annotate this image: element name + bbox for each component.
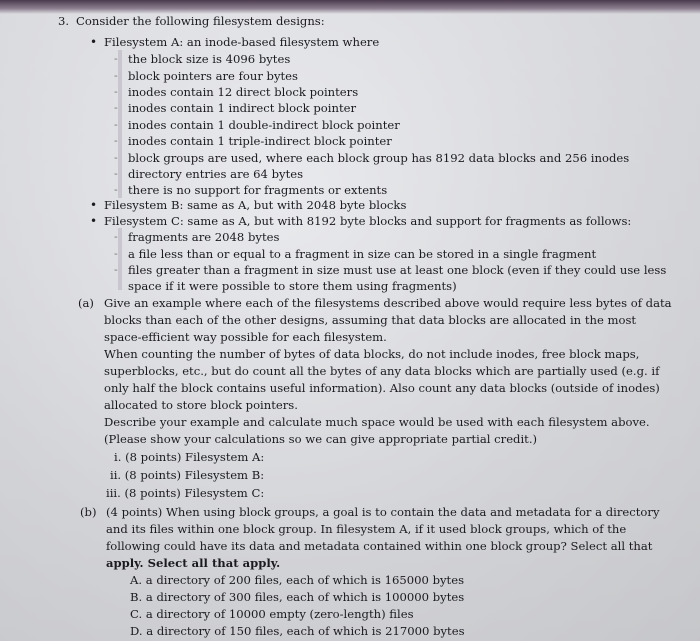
part-a-subpart: iii. (8 points) Filesystem C:: [106, 486, 265, 500]
highlight-bar: [118, 50, 122, 198]
fs-c-item: files greater than a fragment in size must use at least one block (even if they could use less: [128, 263, 667, 277]
dash-icon: -: [114, 230, 118, 243]
answer-option: D. a directory of 150 files, each of which is 217000 bytes: [130, 624, 465, 638]
fs-a-item: inodes contain 12 direct block pointers: [128, 85, 359, 99]
bullet-icon: •: [90, 198, 98, 212]
dash-icon: -: [114, 263, 118, 276]
part-a-line: only half the block contains useful information). Also count any data blocks (outside of inodes): [104, 381, 660, 395]
fs-b-title: Filesystem B: same as A, but with 2048 byte blocks: [104, 198, 407, 212]
fs-a-item: inodes contain 1 double-indirect block pointer: [128, 118, 400, 132]
answer-option: B. a directory of 300 files, each of which is 100000 bytes: [130, 590, 465, 604]
dash-icon: -: [114, 247, 118, 260]
part-b-line: (4 points) When using block groups, a goal is to contain the data and metadata for a directory: [106, 505, 660, 519]
fs-c-title: Filesystem C: same as A, but with 8192 byte blocks and support for fragments as follows:: [104, 214, 632, 228]
fs-a-item: inodes contain 1 indirect block pointer: [128, 101, 357, 115]
part-b-line: and its files within one block group. In filesystem A, if it used block groups, which of the: [106, 522, 627, 536]
part-a-subpart: ii. (8 points) Filesystem B:: [110, 468, 265, 482]
fs-c-item: fragments are 2048 bytes: [128, 230, 280, 244]
part-a-line: (Please show your calculations so we can give appropriate partial credit.): [104, 432, 538, 446]
bullet-icon: •: [90, 214, 98, 228]
part-a-label: (a): [78, 296, 94, 310]
dash-icon: -: [114, 69, 118, 82]
part-a-line: allocated to store block pointers.: [104, 398, 298, 412]
part-b-line: following could have its data and metadata contained within one block group? Select all that: [106, 539, 653, 553]
fs-c-item: space if it were possible to store them using fragments): [128, 279, 457, 293]
dash-icon: -: [114, 183, 118, 196]
fs-a-item: inodes contain 1 triple-indirect block pointer: [128, 134, 392, 148]
part-a-subpart: i. (8 points) Filesystem A:: [114, 450, 265, 464]
dash-icon: -: [114, 118, 118, 131]
part-a-line: Describe your example and calculate much space would be used with each filesystem above.: [104, 415, 650, 429]
part-a-line: When counting the number of bytes of data blocks, do not include inodes, free block maps,: [104, 347, 640, 361]
fs-a-item: directory entries are 64 bytes: [128, 167, 304, 181]
part-b-label: (b): [80, 505, 97, 519]
fs-a-title: Filesystem A: an inode-based filesystem where: [104, 35, 380, 49]
dash-icon: -: [114, 167, 118, 180]
fs-a-item: there is no support for fragments or extents: [128, 183, 388, 197]
answer-option: C. a directory of 10000 empty (zero-length) files: [130, 607, 414, 621]
part-b-line: apply. Select all that apply.: [106, 556, 281, 570]
dash-icon: -: [114, 151, 118, 164]
part-a-line: space-efficient way possible for each filesystem.: [104, 330, 387, 344]
fs-a-item: block pointers are four bytes: [128, 69, 298, 83]
fs-a-item: block groups are used, where each block group has 8192 data blocks and 256 inodes: [128, 151, 630, 165]
bullet-icon: •: [90, 35, 98, 49]
question-number: 3.: [58, 14, 70, 28]
answer-option: A. a directory of 200 files, each of which is 165000 bytes: [130, 573, 465, 587]
dash-icon: -: [114, 101, 118, 114]
question-intro: Consider the following filesystem designs:: [76, 14, 325, 28]
part-a-line: superblocks, etc., but do count all the bytes of any data blocks which are partially used (e.g. if: [104, 364, 660, 378]
fs-a-item: the block size is 4096 bytes: [128, 52, 291, 66]
part-a-line: Give an example where each of the filesystems described above would require less bytes of data: [104, 296, 672, 310]
fs-c-item: a file less than or equal to a fragment in size can be stored in a single fragment: [128, 247, 597, 261]
highlight-bar: [118, 228, 122, 290]
dash-icon: -: [114, 52, 118, 65]
dash-icon: -: [114, 85, 118, 98]
dash-icon: -: [114, 134, 118, 147]
top-edge: [0, 0, 700, 14]
part-a-line: blocks than each of the other designs, assuming that data blocks are allocated in the most: [104, 313, 637, 327]
